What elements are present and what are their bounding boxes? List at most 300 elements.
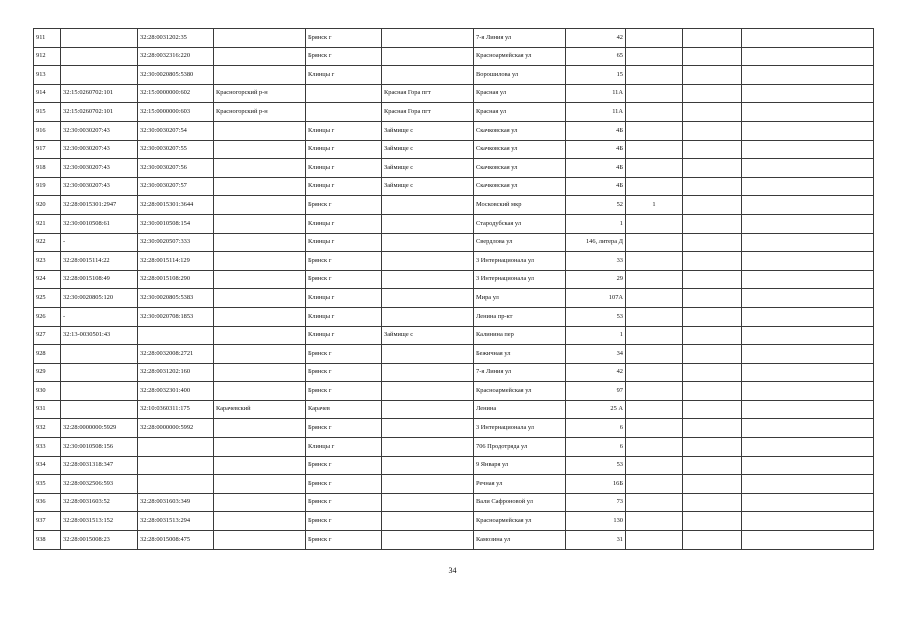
city-cell: Клинцы г bbox=[306, 326, 382, 345]
district-cell bbox=[214, 363, 306, 382]
cadastral-number-cell: 32:28:0015008:475 bbox=[138, 531, 214, 550]
settlement-cell bbox=[382, 233, 474, 252]
street-cell: Скачковская ул bbox=[474, 159, 566, 178]
registry-body bbox=[34, 29, 874, 550]
settlement-cell: Займище с bbox=[382, 140, 474, 159]
table-row bbox=[34, 84, 874, 103]
house-cell: 33 bbox=[566, 252, 626, 271]
old-cadastral-cell: 32:28:0015008:23 bbox=[61, 531, 138, 550]
flat-cell bbox=[626, 438, 683, 457]
row-number-cell: 921 bbox=[34, 214, 61, 233]
street-cell: 9 Января ул bbox=[474, 456, 566, 475]
old-cadastral-cell: 32:13-0030501:43 bbox=[61, 326, 138, 345]
city-cell: Клинцы г bbox=[306, 214, 382, 233]
old-cadastral-cell: 32:15:0260702:101 bbox=[61, 84, 138, 103]
row-number-cell: 925 bbox=[34, 289, 61, 308]
house-cell: 42 bbox=[566, 29, 626, 48]
table-row bbox=[34, 400, 874, 419]
house-cell: 1 bbox=[566, 214, 626, 233]
house-cell: 15 bbox=[566, 66, 626, 85]
settlement-cell bbox=[382, 29, 474, 48]
extra-cell-1 bbox=[683, 177, 742, 196]
cadastral-number-cell: 32:30:0030207:54 bbox=[138, 121, 214, 140]
table-row bbox=[34, 177, 874, 196]
cadastral-number-cell: 32:28:0031603:349 bbox=[138, 493, 214, 512]
flat-cell bbox=[626, 270, 683, 289]
settlement-cell bbox=[382, 438, 474, 457]
flat-cell bbox=[626, 29, 683, 48]
row-number-cell: 929 bbox=[34, 363, 61, 382]
house-cell: 73 bbox=[566, 493, 626, 512]
extra-cell-2 bbox=[742, 252, 874, 271]
street-cell: 3 Интернационала ул bbox=[474, 270, 566, 289]
settlement-cell bbox=[382, 270, 474, 289]
city-cell bbox=[306, 103, 382, 122]
settlement-cell bbox=[382, 456, 474, 475]
district-cell bbox=[214, 419, 306, 438]
row-number-cell: 935 bbox=[34, 475, 61, 494]
extra-cell-2 bbox=[742, 345, 874, 364]
extra-cell-1 bbox=[683, 382, 742, 401]
old-cadastral-cell: 32:28:0031513:152 bbox=[61, 512, 138, 531]
settlement-cell: Займище с bbox=[382, 159, 474, 178]
extra-cell-2 bbox=[742, 456, 874, 475]
page-number: 34 bbox=[448, 566, 457, 575]
extra-cell-1 bbox=[683, 252, 742, 271]
extra-cell-2 bbox=[742, 493, 874, 512]
district-cell bbox=[214, 456, 306, 475]
district-cell bbox=[214, 307, 306, 326]
district-cell bbox=[214, 66, 306, 85]
flat-cell bbox=[626, 363, 683, 382]
cadastral-number-cell bbox=[138, 326, 214, 345]
settlement-cell bbox=[382, 214, 474, 233]
district-cell bbox=[214, 159, 306, 178]
city-cell: Брянск г bbox=[306, 363, 382, 382]
old-cadastral-cell: 32:28:0031318:347 bbox=[61, 456, 138, 475]
row-number-cell: 913 bbox=[34, 66, 61, 85]
cadastral-number-cell: 32:15:0000000:602 bbox=[138, 84, 214, 103]
house-cell: 97 bbox=[566, 382, 626, 401]
extra-cell-1 bbox=[683, 121, 742, 140]
row-number-cell: 924 bbox=[34, 270, 61, 289]
city-cell: Брянск г bbox=[306, 419, 382, 438]
extra-cell-1 bbox=[683, 307, 742, 326]
street-cell: 3 Интернационала ул bbox=[474, 252, 566, 271]
row-number-cell: 920 bbox=[34, 196, 61, 215]
extra-cell-1 bbox=[683, 345, 742, 364]
cadastral-number-cell bbox=[138, 475, 214, 494]
table-row bbox=[34, 512, 874, 531]
cadastral-number-cell: 32:28:0000000:5992 bbox=[138, 419, 214, 438]
house-cell: 6 bbox=[566, 438, 626, 457]
row-number-cell: 916 bbox=[34, 121, 61, 140]
district-cell bbox=[214, 140, 306, 159]
old-cadastral-cell: 32:15:0260702:101 bbox=[61, 103, 138, 122]
extra-cell-2 bbox=[742, 29, 874, 48]
house-cell: 53 bbox=[566, 456, 626, 475]
extra-cell-1 bbox=[683, 400, 742, 419]
flat-cell bbox=[626, 47, 683, 66]
cadastral-number-cell: 32:28:0032008:2721 bbox=[138, 345, 214, 364]
old-cadastral-cell: 32:28:0031603:52 bbox=[61, 493, 138, 512]
old-cadastral-cell: 32:28:0015114:22 bbox=[61, 252, 138, 271]
cadastral-number-cell: 32:30:0030207:56 bbox=[138, 159, 214, 178]
house-cell: 29 bbox=[566, 270, 626, 289]
extra-cell-1 bbox=[683, 512, 742, 531]
flat-cell bbox=[626, 456, 683, 475]
row-number-cell: 917 bbox=[34, 140, 61, 159]
settlement-cell bbox=[382, 196, 474, 215]
street-cell: Красноармейская ул bbox=[474, 47, 566, 66]
table-row bbox=[34, 66, 874, 85]
city-cell: Клинцы г bbox=[306, 121, 382, 140]
cadastral-number-cell: 32:30:0020805:5383 bbox=[138, 289, 214, 308]
settlement-cell: Займище с bbox=[382, 121, 474, 140]
table-row bbox=[34, 103, 874, 122]
city-cell: Брянск г bbox=[306, 196, 382, 215]
extra-cell-1 bbox=[683, 84, 742, 103]
extra-cell-1 bbox=[683, 438, 742, 457]
extra-cell-2 bbox=[742, 103, 874, 122]
cadastral-number-cell bbox=[138, 456, 214, 475]
street-cell: 706 Продотряда ул bbox=[474, 438, 566, 457]
street-cell: Скачковская ул bbox=[474, 140, 566, 159]
district-cell: Красногорский р-н bbox=[214, 103, 306, 122]
row-number-cell: 926 bbox=[34, 307, 61, 326]
house-cell: 65 bbox=[566, 47, 626, 66]
row-number-cell: 931 bbox=[34, 400, 61, 419]
street-cell: 7-я Линия ул bbox=[474, 363, 566, 382]
flat-cell bbox=[626, 103, 683, 122]
settlement-cell bbox=[382, 382, 474, 401]
city-cell: Брянск г bbox=[306, 512, 382, 531]
table-row bbox=[34, 270, 874, 289]
extra-cell-2 bbox=[742, 214, 874, 233]
flat-cell bbox=[626, 382, 683, 401]
district-cell bbox=[214, 326, 306, 345]
table-row bbox=[34, 382, 874, 401]
extra-cell-2 bbox=[742, 47, 874, 66]
document-page bbox=[33, 28, 873, 550]
table-row bbox=[34, 438, 874, 457]
cadastral-number-cell: 32:28:0032301:400 bbox=[138, 382, 214, 401]
old-cadastral-cell: 32:30:0010508:61 bbox=[61, 214, 138, 233]
extra-cell-2 bbox=[742, 400, 874, 419]
extra-cell-1 bbox=[683, 196, 742, 215]
district-cell bbox=[214, 382, 306, 401]
city-cell: Брянск г bbox=[306, 252, 382, 271]
flat-cell bbox=[626, 345, 683, 364]
extra-cell-2 bbox=[742, 84, 874, 103]
cadastral-number-cell: 32:28:0031202:160 bbox=[138, 363, 214, 382]
old-cadastral-cell: 32:28:0015108:49 bbox=[61, 270, 138, 289]
cadastral-number-cell bbox=[138, 438, 214, 457]
extra-cell-2 bbox=[742, 438, 874, 457]
table-row bbox=[34, 29, 874, 48]
district-cell bbox=[214, 252, 306, 271]
cadastral-number-cell: 32:28:0015108:290 bbox=[138, 270, 214, 289]
extra-cell-2 bbox=[742, 270, 874, 289]
street-cell: Бежичная ул bbox=[474, 345, 566, 364]
flat-cell bbox=[626, 289, 683, 308]
table-row bbox=[34, 456, 874, 475]
house-cell: 52 bbox=[566, 196, 626, 215]
extra-cell-1 bbox=[683, 233, 742, 252]
city-cell: Брянск г bbox=[306, 345, 382, 364]
old-cadastral-cell: - bbox=[61, 233, 138, 252]
settlement-cell: Красная Гора пгт bbox=[382, 103, 474, 122]
table-row bbox=[34, 121, 874, 140]
extra-cell-2 bbox=[742, 531, 874, 550]
extra-cell-1 bbox=[683, 66, 742, 85]
old-cadastral-cell: 32:30:0010508:156 bbox=[61, 438, 138, 457]
settlement-cell bbox=[382, 345, 474, 364]
city-cell: Клинцы г bbox=[306, 66, 382, 85]
flat-cell bbox=[626, 531, 683, 550]
extra-cell-1 bbox=[683, 456, 742, 475]
city-cell: Брянск г bbox=[306, 29, 382, 48]
old-cadastral-cell: 32:30:0020805:120 bbox=[61, 289, 138, 308]
street-cell: Красная ул bbox=[474, 84, 566, 103]
old-cadastral-cell: 32:30:0030207:43 bbox=[61, 140, 138, 159]
extra-cell-1 bbox=[683, 140, 742, 159]
extra-cell-2 bbox=[742, 196, 874, 215]
cadastral-number-cell: 32:28:0015301:3644 bbox=[138, 196, 214, 215]
table-row bbox=[34, 345, 874, 364]
table-row bbox=[34, 475, 874, 494]
flat-cell: 1 bbox=[626, 196, 683, 215]
old-cadastral-cell bbox=[61, 382, 138, 401]
street-cell: Стародубская ул bbox=[474, 214, 566, 233]
extra-cell-2 bbox=[742, 140, 874, 159]
old-cadastral-cell: 32:28:0000000:5929 bbox=[61, 419, 138, 438]
street-cell: Мира ул bbox=[474, 289, 566, 308]
cadastral-number-cell: 32:10:0360311:175 bbox=[138, 400, 214, 419]
city-cell: Брянск г bbox=[306, 47, 382, 66]
row-number-cell: 919 bbox=[34, 177, 61, 196]
district-cell bbox=[214, 121, 306, 140]
extra-cell-2 bbox=[742, 512, 874, 531]
house-cell: 4Б bbox=[566, 121, 626, 140]
district-cell: Красногорский р-н bbox=[214, 84, 306, 103]
city-cell: Клинцы г bbox=[306, 233, 382, 252]
flat-cell bbox=[626, 233, 683, 252]
settlement-cell bbox=[382, 531, 474, 550]
flat-cell bbox=[626, 159, 683, 178]
city-cell: Клинцы г bbox=[306, 140, 382, 159]
extra-cell-2 bbox=[742, 363, 874, 382]
house-cell: 16Б bbox=[566, 475, 626, 494]
extra-cell-2 bbox=[742, 233, 874, 252]
extra-cell-2 bbox=[742, 177, 874, 196]
flat-cell bbox=[626, 140, 683, 159]
house-cell: 130 bbox=[566, 512, 626, 531]
street-cell: Скачковская ул bbox=[474, 121, 566, 140]
city-cell: Клинцы г bbox=[306, 159, 382, 178]
table-row bbox=[34, 326, 874, 345]
district-cell: Карачевский bbox=[214, 400, 306, 419]
extra-cell-1 bbox=[683, 270, 742, 289]
district-cell bbox=[214, 233, 306, 252]
city-cell: Брянск г bbox=[306, 531, 382, 550]
cadastral-number-cell: 32:15:0000000:603 bbox=[138, 103, 214, 122]
flat-cell bbox=[626, 475, 683, 494]
row-number-cell: 914 bbox=[34, 84, 61, 103]
house-cell: 4Б bbox=[566, 140, 626, 159]
settlement-cell bbox=[382, 400, 474, 419]
row-number-cell: 932 bbox=[34, 419, 61, 438]
flat-cell bbox=[626, 84, 683, 103]
row-number-cell: 915 bbox=[34, 103, 61, 122]
settlement-cell bbox=[382, 363, 474, 382]
flat-cell bbox=[626, 400, 683, 419]
extra-cell-2 bbox=[742, 419, 874, 438]
city-cell: Брянск г bbox=[306, 475, 382, 494]
city-cell: Карачев bbox=[306, 400, 382, 419]
old-cadastral-cell bbox=[61, 400, 138, 419]
flat-cell bbox=[626, 252, 683, 271]
row-number-cell: 934 bbox=[34, 456, 61, 475]
cadastral-number-cell: 32:28:0032316:220 bbox=[138, 47, 214, 66]
extra-cell-2 bbox=[742, 159, 874, 178]
table-row bbox=[34, 363, 874, 382]
extra-cell-2 bbox=[742, 475, 874, 494]
row-number-cell: 911 bbox=[34, 29, 61, 48]
house-cell: 6 bbox=[566, 419, 626, 438]
street-cell: Скачковская ул bbox=[474, 177, 566, 196]
extra-cell-2 bbox=[742, 307, 874, 326]
flat-cell bbox=[626, 493, 683, 512]
city-cell: Брянск г bbox=[306, 493, 382, 512]
house-cell: 11А bbox=[566, 103, 626, 122]
old-cadastral-cell bbox=[61, 363, 138, 382]
extra-cell-1 bbox=[683, 289, 742, 308]
district-cell bbox=[214, 345, 306, 364]
settlement-cell bbox=[382, 493, 474, 512]
row-number-cell: 937 bbox=[34, 512, 61, 531]
settlement-cell: Займище с bbox=[382, 177, 474, 196]
settlement-cell bbox=[382, 475, 474, 494]
table-row bbox=[34, 233, 874, 252]
settlement-cell bbox=[382, 289, 474, 308]
flat-cell bbox=[626, 419, 683, 438]
house-cell: 42 bbox=[566, 363, 626, 382]
cadastral-number-cell: 32:28:0031202:35 bbox=[138, 29, 214, 48]
extra-cell-2 bbox=[742, 326, 874, 345]
house-cell: 146, литера Д bbox=[566, 233, 626, 252]
extra-cell-1 bbox=[683, 326, 742, 345]
old-cadastral-cell: 32:30:0030207:43 bbox=[61, 121, 138, 140]
table-row bbox=[34, 493, 874, 512]
street-cell: Красная ул bbox=[474, 103, 566, 122]
registry-table bbox=[33, 28, 874, 550]
cadastral-number-cell: 32:28:0031513:294 bbox=[138, 512, 214, 531]
old-cadastral-cell: 32:28:0015301:2947 bbox=[61, 196, 138, 215]
city-cell: Клинцы г bbox=[306, 438, 382, 457]
street-cell: Камозина ул bbox=[474, 531, 566, 550]
district-cell bbox=[214, 438, 306, 457]
district-cell bbox=[214, 29, 306, 48]
table-row bbox=[34, 140, 874, 159]
settlement-cell: Займище с bbox=[382, 326, 474, 345]
district-cell bbox=[214, 47, 306, 66]
flat-cell bbox=[626, 214, 683, 233]
table-row bbox=[34, 289, 874, 308]
settlement-cell bbox=[382, 47, 474, 66]
district-cell bbox=[214, 177, 306, 196]
old-cadastral-cell bbox=[61, 47, 138, 66]
city-cell: Клинцы г bbox=[306, 289, 382, 308]
table-row bbox=[34, 196, 874, 215]
table-row bbox=[34, 307, 874, 326]
extra-cell-1 bbox=[683, 29, 742, 48]
extra-cell-1 bbox=[683, 363, 742, 382]
city-cell: Брянск г bbox=[306, 456, 382, 475]
city-cell: Брянск г bbox=[306, 270, 382, 289]
city-cell: Клинцы г bbox=[306, 177, 382, 196]
street-cell: Калинина пер bbox=[474, 326, 566, 345]
cadastral-number-cell: 32:30:0030207:55 bbox=[138, 140, 214, 159]
settlement-cell bbox=[382, 252, 474, 271]
old-cadastral-cell bbox=[61, 29, 138, 48]
city-cell: Брянск г bbox=[306, 382, 382, 401]
table-row bbox=[34, 159, 874, 178]
cadastral-number-cell: 32:30:0030207:57 bbox=[138, 177, 214, 196]
settlement-cell bbox=[382, 66, 474, 85]
extra-cell-1 bbox=[683, 475, 742, 494]
row-number-cell: 923 bbox=[34, 252, 61, 271]
street-cell: Красноармейская ул bbox=[474, 382, 566, 401]
extra-cell-1 bbox=[683, 159, 742, 178]
district-cell bbox=[214, 475, 306, 494]
extra-cell-1 bbox=[683, 419, 742, 438]
extra-cell-1 bbox=[683, 47, 742, 66]
row-number-cell: 918 bbox=[34, 159, 61, 178]
cadastral-number-cell: 32:28:0015114:129 bbox=[138, 252, 214, 271]
row-number-cell: 922 bbox=[34, 233, 61, 252]
city-cell bbox=[306, 84, 382, 103]
table-row bbox=[34, 214, 874, 233]
old-cadastral-cell bbox=[61, 66, 138, 85]
house-cell: 34 bbox=[566, 345, 626, 364]
settlement-cell: Красная Гора пгт bbox=[382, 84, 474, 103]
row-number-cell: 927 bbox=[34, 326, 61, 345]
house-cell: 25 А bbox=[566, 400, 626, 419]
district-cell bbox=[214, 289, 306, 308]
extra-cell-1 bbox=[683, 214, 742, 233]
street-cell: Свердлова ул bbox=[474, 233, 566, 252]
flat-cell bbox=[626, 177, 683, 196]
row-number-cell: 930 bbox=[34, 382, 61, 401]
house-cell: 53 bbox=[566, 307, 626, 326]
district-cell bbox=[214, 196, 306, 215]
settlement-cell bbox=[382, 419, 474, 438]
table-row bbox=[34, 252, 874, 271]
table-row bbox=[34, 419, 874, 438]
table-row bbox=[34, 47, 874, 66]
settlement-cell bbox=[382, 512, 474, 531]
cadastral-number-cell: 32:30:0010508:154 bbox=[138, 214, 214, 233]
house-cell: 11А bbox=[566, 84, 626, 103]
flat-cell bbox=[626, 307, 683, 326]
house-cell: 4Б bbox=[566, 177, 626, 196]
extra-cell-1 bbox=[683, 531, 742, 550]
extra-cell-1 bbox=[683, 493, 742, 512]
street-cell: Ленина пр-кт bbox=[474, 307, 566, 326]
district-cell bbox=[214, 270, 306, 289]
old-cadastral-cell: 32:30:0030207:43 bbox=[61, 159, 138, 178]
